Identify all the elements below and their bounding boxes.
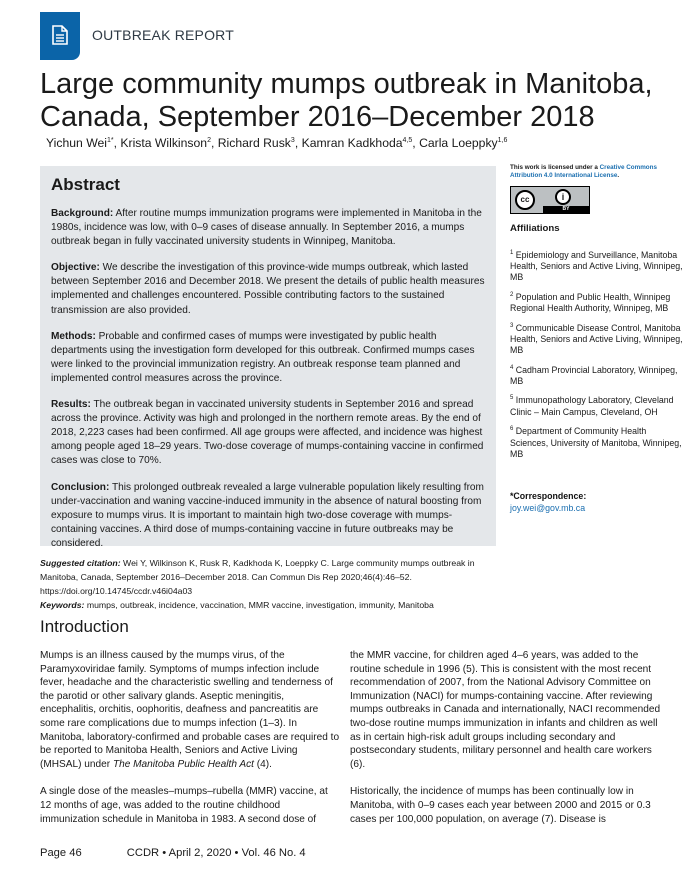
journal-info: CCDR • April 2, 2020 • Vol. 46 No. 4	[126, 847, 306, 859]
affiliation-item: $^3$ Communicable Disease Control, Manitoba Health, Seniors and Active Living, Winnipeg, MB	[510, 322, 683, 356]
license-note: This work is licensed under a Creative Commons Attribution 4.0 International License.	[510, 164, 657, 179]
sidebar	[510, 164, 685, 466]
paragraph: Mumps is an illness caused by the mumps virus, of the Paramyxoviridae family. Symptoms of mumps infection include fever, headache and the characteristic swelling and tenderness of the parotid or other salivary glands. Aseptic meningitis, encephalitis, orchitis, oophoritis, deafness and pancreatitis are some rare complications due to mumps infection (1–3). In Manitoba, laboratory-confirmed and probable cases are required to be reported to Manitoba Health, Seniors and Active Living (MHSAL) under The Manitoba Public Health Act (4).	[40, 650, 340, 770]
author: Yichun Wei$^{1*}$	[46, 136, 114, 150]
by-label: BY	[543, 206, 589, 213]
author: Krista Wilkinson$^2$	[120, 136, 211, 150]
person-icon: i	[555, 189, 571, 205]
correspondence-email-link[interactable]: joy.wei@gov.mb.ca	[510, 503, 586, 513]
keywords-label: Keywords:	[40, 600, 85, 610]
abstract-methods: Methods: Probable and confirmed cases of mumps were investigated by public health departments using the investigation form developed for this outbreak. Confirmed mumps cases were linked to the provincial immunization registry. An outbreak response team planned and implemented control measures across the province.	[51, 330, 475, 384]
cc-glyph: cc	[515, 190, 535, 210]
affiliation-item: $^2$ Population and Public Health, Winnipeg Regional Health Authority, Winnipeg, MB	[510, 291, 671, 314]
affiliation-item: $^6$ Department of Community Health Sciences, University of Manitoba, Winnipeg, MB	[510, 426, 682, 459]
section-label: OUTBREAK REPORT	[92, 27, 234, 43]
doi-link[interactable]: https://doi.org/10.14745/ccdr.v46i04a03	[40, 586, 193, 596]
abstract-background: Background: After routine mumps immunization programs were implemented in Manitoba in the 1980s, incidence was low, with 0–9 cases of disease annually. In September 2016, a mumps outbreak began in fully vaccinated university students in Winnipeg, Manitoba.	[51, 208, 482, 248]
creative-commons-icon[interactable]	[510, 186, 590, 214]
keywords: mumps, outbreak, incidence, vaccination, MMR vaccine, investigation, immunity, Manitoba	[84, 600, 434, 610]
abstract-conclusion: Conclusion: This prolonged outbreak revealed a large vulnerable population likely resulting from under-vaccination and waning vaccine-induced immunity in the absence of natural boosting from exposure to mumps virus. It is important to maintain high two-dose coverage with mumps-containing vaccines. A third dose of mumps-containing vaccine in future outbreaks may be considered.	[51, 481, 484, 549]
paragraph: the MMR vaccine, for children aged 4–6 years, was added to the routine schedule in 1996 (5). This is consistent with the most recent recommendation of 2007, from the National Advisory Committee on Immunization (NACI) for mumps-containing vaccine. After reviewing mumps outbreaks in Canada and internationally, NACI recommended two-dose routine mumps immunization in infants and children as well as in certain high-risk adult groups including secondary and postsecondary students, military personnel and health care workers (6).	[350, 650, 661, 770]
section-badge	[40, 12, 80, 60]
abstract-heading: Abstract	[51, 175, 120, 194]
body-column-left	[40, 649, 340, 840]
abstract-box	[40, 166, 496, 549]
affiliation-item: $^1$ Epidemiology and Surveillance, Manitoba Health, Seniors and Active Living, Winnipeg, MB	[510, 249, 683, 283]
author: Carla Loeppky$^{1,6}$	[419, 136, 508, 150]
affiliation-item: $^5$ Immunopathology Laboratory, Cleveland Clinic – Main Campus, Cleveland, OH	[510, 395, 674, 417]
author: Kamran Kadkhoda$^{4,5}$	[301, 136, 413, 150]
abstract-objective: Objective: We describe the investigation of this province-wide mumps outbreak, which lasted between September 2016 and December 2018. We present the details of public health measures implemented and challenges encountered. Possible contributing factors to the sustained transmission are also provided.	[51, 262, 485, 316]
license-link[interactable]: Creative Commons Attribution 4.0 International License	[510, 164, 657, 179]
suggested-citation: Suggested citation: Wei Y, Wilkinson K, Rusk R, Kadkhoda K, Loeppky C. Large community mumps outbreak in Manitoba, Canada, September 2016–December 2018. Can Commun Dis Rep 2020;46(4):46–52. https://doi.org/10.14745/ccdr.v46i04a03 Keywords: mumps, outbreak, incidence, vaccination, MMR vaccine, investigation, immunity, Manitoba	[40, 558, 475, 610]
document-icon	[52, 25, 68, 45]
correspondence	[510, 490, 586, 514]
page-footer	[40, 847, 306, 859]
abstract-results: Results: The outbreak began in vaccinated university students in September 2016 and spread across the province. Activity was high and prolonged in the northern remote areas. By the end of 2018, 2,223 cases had been confirmed. All age groups were affected, and incidence was highest among people aged 18–29 years. Two-dose coverage of mumps-containing vaccine in confirmed cases was close to 70%.	[51, 399, 484, 467]
affiliation-item: $^4$ Cadham Provincial Laboratory, Winnipeg, MB	[510, 364, 678, 387]
introduction-heading: Introduction	[40, 617, 129, 636]
page-number: Page 46	[40, 847, 82, 859]
correspondence-label: *Correspondence:	[510, 491, 587, 501]
paragraph: A single dose of the measles–mumps–rubella (MMR) vaccine, at 12 months of age, was added to the routine childhood immunization schedule in Manitoba in 1983. A second dose of	[40, 786, 328, 825]
affiliations-heading: Affiliations	[510, 223, 560, 235]
article-title: Large community mumps outbreak in Manitoba, Canada, September 2016–December 2018	[40, 68, 653, 133]
author: Richard Rusk$^3$	[217, 136, 295, 150]
paragraph: Historically, the incidence of mumps has been continually low in Manitoba, with 0–9 cases each year between 2000 and 2015 or 0.3 cases per 100,000 population, on average (7). Disease is	[350, 786, 651, 825]
author-list: Yichun Wei$^{1*}$, Krista Wilkinson$^2$, Richard Rusk$^3$, Kamran Kadkhoda$^{4,5}$, Carla Loeppky$^{1,6}$	[46, 136, 508, 150]
body-column-right	[350, 649, 662, 840]
